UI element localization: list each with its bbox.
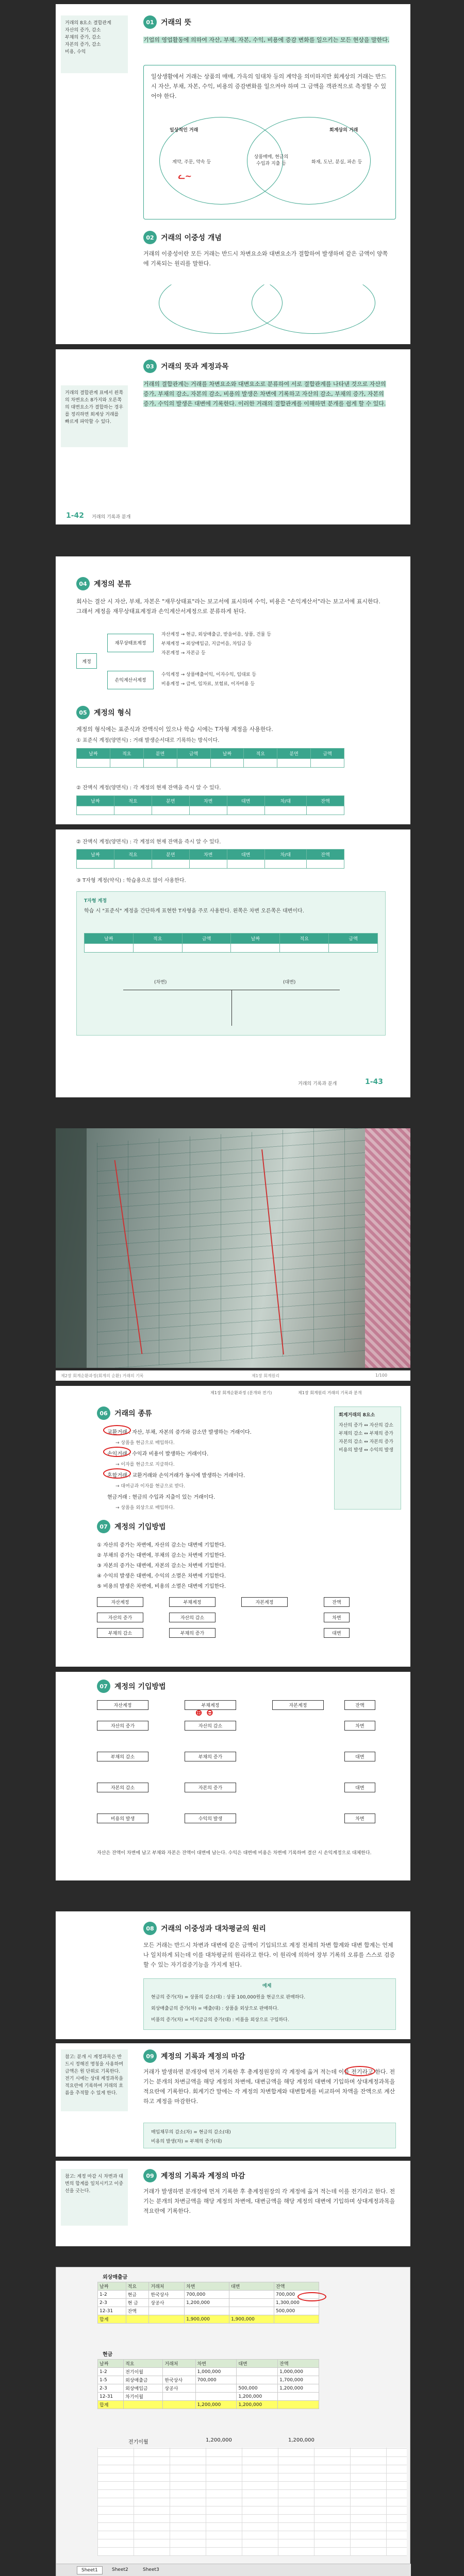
venn-mid-text: 상품매매, 현금의 수입과 지출 등: [254, 155, 289, 166]
cell[interactable]: 외상매출금: [124, 2376, 163, 2384]
section-number: 07: [97, 1680, 110, 1693]
page-divider: [56, 2039, 410, 2043]
section-heading: [143, 2049, 245, 2063]
ledger-table-2: [97, 2359, 319, 2409]
cell[interactable]: [126, 2315, 149, 2324]
bottom-left-value: 1,200,000: [206, 2437, 232, 2443]
flow-cell: 자본의 감소: [97, 1783, 148, 1792]
flow-cell: 수익의 발생: [185, 1814, 236, 1823]
side-box: [334, 1406, 401, 1510]
flow-diagram: [97, 1597, 365, 1659]
cell[interactable]: 1,000,000: [195, 2368, 237, 2376]
table-row: [98, 2393, 319, 2401]
flow-col-header: 잔액: [324, 1597, 350, 1607]
cell[interactable]: 대변: [229, 2282, 274, 2291]
box-text: 일상생활에서 거래는 상품의 매매, 가옥의 임대차 등의 계약을 의미하지만 회계상의 거래는 반드시 자산, 부채, 자본, 수익, 비용의 증감변화를 일으켜야 하며 그 금액을 객관적으로 측정할 수 있어야 한다.: [151, 73, 387, 99]
cell[interactable]: [274, 2315, 319, 2324]
page-3: [56, 1386, 410, 1880]
cell[interactable]: 적요: [126, 2282, 149, 2291]
t-account-table: [84, 933, 378, 953]
section-heading: [97, 1680, 166, 1693]
column-header: 날짜: [85, 934, 134, 944]
section-heading: [76, 706, 131, 719]
cell[interactable]: 차변: [185, 2282, 229, 2291]
page-divider: [56, 344, 410, 349]
section-title: 거래의 이중성과 대차평균의 원리: [161, 1925, 266, 1933]
column-header: 날짜: [77, 850, 114, 860]
cell[interactable]: 현금: [126, 2291, 149, 2299]
sheet-title: 외상매출금: [103, 2275, 128, 2280]
column-header: 금액: [311, 749, 344, 759]
rule-item: ② 부채의 증가는 대변에, 부채의 감소는 차변에 기입한다.: [97, 1553, 226, 1558]
section-title: 거래의 이중성 개념: [161, 234, 222, 242]
section-number: 06: [97, 1406, 110, 1420]
flow-cell: 비용의 발생: [97, 1814, 148, 1823]
cell[interactable]: 1,900,000: [185, 2315, 229, 2324]
column-header: 차/대: [264, 796, 306, 806]
sidebar-note: 거래의 결합관계 표에서 왼쪽의 차변요소 8가지와 오른쪽의 대변요소가 결합하는 경우를 정리하면 회계상 거래를 빠르게 파악할 수 있다.: [61, 385, 128, 447]
page-divider: [56, 2157, 410, 2161]
cell[interactable]: 700,000: [185, 2291, 229, 2299]
column-header: 분면: [152, 850, 189, 860]
page-label: 거래의 기록과 분개: [92, 515, 131, 520]
section-heading: [97, 1406, 152, 1420]
cell[interactable]: 2-3: [98, 2299, 126, 2307]
flow-cell: 부채의 증가: [169, 1628, 216, 1638]
class-box: 손익계산서계정: [107, 671, 154, 689]
list-item: 혼합거래 : 교환거래와 손익거래가 동시에 발생하는 거래이다.: [107, 1473, 245, 1479]
cell[interactable]: [195, 2393, 237, 2401]
cell[interactable]: [278, 2401, 319, 2409]
section-title: 거래의 종류: [114, 1410, 152, 1418]
box-line: 현금의 증가(차) = 상품의 감소(대) : 상품 100,000원을 현금으로 판매하다.: [151, 1995, 306, 2000]
cell[interactable]: [229, 2307, 274, 2315]
sheet-tab[interactable]: Sheet2: [112, 2567, 128, 2572]
section-number: 01: [143, 15, 157, 29]
example-box: [143, 1978, 396, 2030]
cell[interactable]: 1-2: [98, 2291, 126, 2299]
section-title: 계정의 기록과 계정의 마감: [161, 2172, 245, 2180]
cell[interactable]: 차변: [195, 2360, 237, 2368]
bottom-label: 전기이월: [128, 2439, 148, 2445]
venn-left-title: 일상적인 거래: [170, 128, 198, 133]
sidebar-note: 거래의 8요소 결합관계 자산의 증가, 감소 부채의 증가, 감소 자본의 증가, 감소 비용, 수익: [61, 15, 128, 73]
column-header: 분면: [277, 749, 311, 759]
sidebar-note: 참고: 분개 시 계정과목은 반드시 정해진 명칭을 사용하며 금액은 원 단위로 기록한다. 전기 시에는 상대 계정과목을 적요란에 기록하여 거래의 흐름을 추적할 수 있게 한다.: [61, 2049, 128, 2111]
rule-item: ④ 수익의 발생은 대변에, 수익의 소멸은 차변에 기입한다.: [97, 1573, 226, 1579]
box-text: 학습 시 "표준식" 계정을 간단하게 표현한 T자형을 주로 사용한다. 왼쪽은 차변 오른쪽은 대변이다.: [84, 908, 304, 914]
box-line: 비품의 증가(차) = 미지급금의 증가(대) : 비품을 외상으로 구입하다.: [151, 2018, 289, 2023]
column-header: 적요: [244, 749, 277, 759]
column-header: 적요: [110, 749, 143, 759]
page-number: 1-42: [66, 512, 85, 520]
standard-ledger-table: [76, 748, 344, 768]
flow-cell: 차변: [344, 1814, 375, 1823]
class-root: 계정: [76, 653, 97, 669]
column-header: 날짜: [231, 934, 280, 944]
balance-ledger-table: [76, 849, 344, 869]
column-header: 날짜: [210, 749, 244, 759]
class-item: 수익계정 → 상품매출이익, 이자수익, 임대료 등: [161, 672, 257, 677]
sheet-tab[interactable]: Sheet1: [77, 2566, 103, 2574]
cell[interactable]: [124, 2401, 163, 2409]
header-row: [98, 2282, 319, 2291]
section-heading: [76, 577, 131, 590]
section-title: 계정의 형식: [94, 709, 131, 717]
section-number: 07: [97, 1520, 110, 1533]
cell[interactable]: 전기이월: [124, 2368, 163, 2376]
flow-col-header: 자본계정: [241, 1597, 288, 1607]
list-subitem: → 상품을 외상으로 매입하다.: [115, 1505, 175, 1511]
cell[interactable]: 상공사: [149, 2299, 185, 2307]
list-item: 현금거래 : 현금의 수입과 지출이 있는 거래이다.: [107, 1495, 216, 1500]
cell[interactable]: 1-5: [98, 2376, 124, 2384]
cell[interactable]: 1,000,000: [278, 2368, 319, 2376]
cell[interactable]: [229, 2299, 274, 2307]
cell[interactable]: 700,000: [195, 2376, 237, 2384]
table-row: [98, 2291, 319, 2299]
flow-col-header: 부채계정: [169, 1597, 216, 1607]
cell[interactable]: 합계: [98, 2315, 126, 2324]
section-heading: [143, 2169, 245, 2182]
cell[interactable]: [278, 2393, 319, 2401]
section-body: 거래의 결합관계는 거래를 차변요소와 대변요소로 분류하여 서로 결합관계를 나타낸 것으로 자산의 증가, 부채의 감소, 자본의 감소, 비용의 발생은 차변에 기록하고 자산의 감소, 부채의 증가, 자본의 증가, 수익의 발생은 대변에 기록한다. 이러한 거래의 결합관계를 이해하면 분개를 쉽게 할 수 있다.: [143, 381, 386, 407]
column-header: 날짜: [77, 796, 114, 806]
column-header: 금액: [329, 934, 378, 944]
example-box: [143, 2123, 396, 2148]
flow-cell: 대변: [344, 1752, 375, 1761]
section-title: 계정의 기입방법: [114, 1683, 166, 1691]
section-body: 거래가 발생하면 분개장에 먼저 기록한 후 총계정원장의 각 계정에 옮겨 적는데 이를 전기라고 한다. 전기는 분개의 차변금액을 해당 계정의 차변에, 대변금액을 해당 계정의 대변에 기입하며 상대계정과목을 적요란에 기록한다. 회계기간 말에는 각 계정의 차변합계와 대변합계를 비교하여 차액을 잔액으로 계산하고 계정을 마감한다.: [143, 2069, 395, 2105]
table-row: [98, 2307, 319, 2315]
grid-bg: [97, 2448, 407, 2556]
table-row: [98, 2368, 319, 2376]
flow-col-header: 자산계정: [97, 1597, 143, 1607]
class-item: 자본계정 → 자본금 등: [161, 651, 206, 656]
flow-cell: 대변: [344, 1783, 375, 1792]
cell[interactable]: 500,000: [274, 2307, 319, 2315]
cell[interactable]: [163, 2401, 195, 2409]
section-title: 계정의 기입방법: [114, 1523, 166, 1531]
column-header: 잔액: [307, 796, 344, 806]
section-number: 03: [143, 360, 157, 373]
sheet-title: 현금: [103, 2352, 113, 2358]
section-heading: [143, 360, 228, 373]
t-right-label: (대변): [283, 980, 296, 985]
caption-right: 1/100: [375, 1373, 388, 1378]
section-title: 거래의 뜻: [161, 19, 191, 27]
section-body: 모든 거래는 반드시 차변과 대변에 같은 금액이 기입되므로 계정 전체의 차변 합계와 대변 합계는 언제나 일치하게 되는데 이를 대차평균의 원리라고 한다. 이 원리에 의하여 장부 기록의 오류를 스스로 검증할 수 있는 자기검증기능을 가지게 된다.: [143, 1942, 395, 1968]
red-circle: [344, 2066, 375, 2076]
section-heading: [143, 15, 191, 29]
column-header: 적요: [133, 934, 182, 944]
section-body: 회사는 결산 시 자산, 부채, 자본은 "재무상태표"라는 보고서에 표시하며 수익, 비용은 "손익계산서"라는 보고서에 표시한다. 그래서 계정을 재무상태표계정과 손익계산서계정으로 분류하게 된다.: [76, 598, 380, 615]
cell[interactable]: 1,200,000: [237, 2393, 278, 2401]
cell[interactable]: 잔액: [274, 2282, 319, 2291]
cell[interactable]: 1-2: [98, 2368, 124, 2376]
red-circle: [297, 2292, 326, 2301]
section-heading: [97, 1520, 166, 1533]
class-box: 재무상태표계정: [107, 634, 154, 652]
flow-cell: 자산의 감소: [185, 1721, 236, 1731]
section-number: 08: [143, 1922, 157, 1935]
cell[interactable]: 잔액: [278, 2360, 319, 2368]
section-heading: [143, 231, 222, 244]
section-note: 자산은 잔액이 차변에 남고 부채와 자본은 잔액이 대변에 남는다. 수익은 대변에 비용은 차변에 기록하며 결산 시 손익계정으로 대체한다.: [97, 1851, 372, 1856]
column-header: 적요: [114, 850, 152, 860]
page-divider: [56, 1667, 410, 1672]
list-subitem: → 대여금과 이자를 현금으로 받다.: [115, 1484, 185, 1489]
section-body: 거래가 발생하면 분개장에 먼저 기록한 후 총계정원장의 각 계정에 옮겨 적는데 이를 전기라고 한다. 전기는 분개의 차변금액을 해당 계정의 차변에, 대변금액을 해당 계정의 대변에 기입하며 상대계정과목을 적요란에 기록한다.: [143, 2188, 395, 2214]
column-header: 차/대: [264, 850, 306, 860]
flow-cell: 자산의 감소: [169, 1613, 216, 1622]
box-line: 매입채무의 감소(차) = 현금의 감소(대): [151, 2130, 231, 2135]
red-pen-mark: ⊕ ⊖: [195, 1707, 214, 1718]
cell[interactable]: 상공사: [163, 2384, 195, 2393]
cell[interactable]: 12-31: [98, 2393, 124, 2401]
list-subitem: → 이자를 현금으로 지급하다.: [115, 1462, 175, 1467]
total-row: [98, 2315, 319, 2324]
running-header: 제1장 회계원리 거래의 기록과 분개: [298, 1391, 362, 1395]
cell[interactable]: 잔액: [126, 2307, 149, 2315]
red-circle: [103, 1468, 131, 1479]
flow-cell: 부채의 감소: [97, 1628, 143, 1638]
column-header: 분면: [152, 796, 189, 806]
cell[interactable]: 1,200,000: [195, 2401, 237, 2409]
flow-col-header: 부채계정: [185, 1700, 236, 1710]
flow-cell: 부채의 감소: [97, 1752, 148, 1761]
sheet-tab[interactable]: Sheet3: [143, 2567, 159, 2572]
cell[interactable]: [163, 2393, 195, 2401]
page-divider: [56, 824, 410, 829]
rule-item: ① 자산의 증가는 차변에, 자산의 감소는 대변에 기입한다.: [97, 1543, 226, 1548]
t-account-box: [76, 891, 386, 1036]
cell[interactable]: 한국상사: [163, 2376, 195, 2384]
page-2: [56, 556, 410, 1097]
column-header: 적요: [114, 796, 152, 806]
red-circle: [103, 1425, 131, 1435]
cell[interactable]: 12-31: [98, 2307, 126, 2315]
column-header: 잔액: [307, 850, 344, 860]
cell[interactable]: [185, 2307, 229, 2315]
table-caption: ① 표준식 계정(양면식) : 거래 발생순서대로 기록하는 방식이다.: [76, 738, 220, 743]
column-header: 대변: [227, 850, 264, 860]
section-body: 계정의 형식에는 표준식과 잔액식이 있으나 학습 시에는 T자형 계정을 사용한다.: [76, 726, 273, 733]
cell[interactable]: [149, 2315, 185, 2324]
venn-left-text: 계약, 주문, 약속 등: [172, 160, 211, 165]
page-label: 거래의 기록과 분개: [298, 1081, 337, 1087]
page-4: [56, 1911, 410, 2246]
flow-cell: 대변: [324, 1628, 350, 1638]
flow-cell: 차변: [344, 1721, 375, 1731]
header-row: [98, 2360, 319, 2368]
cell[interactable]: 500,000: [237, 2384, 278, 2393]
photo-caption-strip: [56, 1370, 410, 1381]
column-header: 차변: [189, 796, 227, 806]
section-heading: [143, 1922, 266, 1935]
cell[interactable]: [229, 2291, 274, 2299]
table-caption: ③ T자형 계정(약식) : 학습용으로 많이 사용한다.: [76, 878, 186, 884]
cell[interactable]: 2-3: [98, 2384, 124, 2393]
cell[interactable]: 날짜: [98, 2360, 124, 2368]
section-number: 09: [143, 2049, 157, 2063]
list-item: 손익거래 : 수익과 비용이 발생하는 거래이다.: [107, 1451, 209, 1457]
caption-mid: 제1장 회계원리: [252, 1374, 280, 1378]
cell[interactable]: [195, 2384, 237, 2393]
cell[interactable]: 적요: [124, 2360, 163, 2368]
box-line: 외상매출금의 증가(차) = 매출(대) : 상품을 외상으로 판매하다.: [151, 2006, 279, 2011]
flow-cell: 부채의 증가: [185, 1752, 236, 1761]
sidebar-note: 참고: 계정 마감 시 차변과 대변의 합계를 일치시키고 이중선을 긋는다.: [61, 2169, 128, 2226]
section-number: 04: [76, 577, 90, 590]
cell[interactable]: 1,200,000: [185, 2299, 229, 2307]
box-line: 비용의 발생(차) = 부채의 증가(대): [151, 2139, 222, 2144]
total-row: [98, 2401, 319, 2409]
caption-left: 제2장 회계순환과정(회계의 순환) 거래의 기록: [61, 1374, 144, 1378]
balance-ledger-table: [76, 795, 344, 815]
red-pen-mark: ᓚ~: [178, 171, 192, 181]
cell[interactable]: 현 금: [126, 2299, 149, 2307]
section-body: 거래의 이중성이란 모든 거래는 반드시 차변요소와 대변요소가 결합하여 발생하며 같은 금액이 양쪽에 기록되는 원리를 말한다.: [143, 250, 388, 267]
column-header: 금액: [177, 749, 210, 759]
example-box: [143, 65, 396, 219]
cell[interactable]: 700,000: [274, 2291, 319, 2299]
flow-diagram-large: [97, 1700, 386, 1844]
cell[interactable]: 외상매입금: [124, 2384, 163, 2393]
class-item: 부채계정 → 외상매입금, 지급어음, 차입금 등: [161, 641, 252, 647]
column-header: 금액: [182, 934, 231, 944]
cell[interactable]: 1,200,000: [237, 2401, 278, 2409]
ledger-table-1: [97, 2282, 319, 2324]
photo-of-notebook: [56, 1128, 410, 1368]
t-account-mid-line: [231, 990, 232, 1026]
table-row: [98, 2384, 319, 2393]
transaction-type-list: [107, 1427, 324, 1514]
column-header: 차변: [189, 850, 227, 860]
cell[interactable]: 날짜: [98, 2282, 126, 2291]
table-row: [98, 2376, 319, 2384]
cell[interactable]: 합계: [98, 2401, 124, 2409]
cell[interactable]: 차기이월: [124, 2393, 163, 2401]
box-title: 예제: [262, 1984, 272, 1989]
table-caption: ② 잔액식 계정(양면식) : 각 계정의 현재 잔액을 즉시 알 수 있다.: [76, 785, 221, 791]
cell[interactable]: 거래처: [163, 2360, 195, 2368]
rule-item: ③ 자본의 증가는 대변에, 자본의 감소는 차변에 기입한다.: [97, 1563, 226, 1569]
cell[interactable]: 대변: [237, 2360, 278, 2368]
flow-col-header: 자본계정: [272, 1700, 324, 1710]
flow-col-header: 잔액: [344, 1700, 375, 1710]
page-1: [56, 4, 410, 524]
flow-cell: 자본의 증가: [185, 1783, 236, 1792]
cell[interactable]: [237, 2376, 278, 2384]
column-header: 날짜: [77, 749, 110, 759]
red-circle: [103, 1447, 131, 1457]
section-body: 기업의 영업활동에 의하여 자산, 부채, 자본, 수익, 비용에 증감 변화를 일으키는 모든 현상을 말한다.: [143, 37, 390, 43]
cell[interactable]: 거래처: [149, 2282, 185, 2291]
table-row: [98, 2299, 319, 2307]
running-header: 제1장 회계순환과정 (분개와 전기): [210, 1391, 272, 1395]
flow-cell: 자산의 증가: [97, 1721, 148, 1731]
venn-right-text: 화재, 도난, 분실, 파손 등: [311, 160, 362, 165]
class-item: 비용계정 → 급여, 임차료, 보험료, 이자비용 등: [161, 682, 255, 687]
section-title: 거래의 뜻과 계정과목: [161, 363, 229, 371]
list-subitem: → 상품을 현금으로 매입하다.: [115, 1440, 175, 1446]
side-title: 회계거래의 8요소: [339, 1413, 375, 1418]
cell[interactable]: 1,300,000: [274, 2299, 319, 2307]
table-caption: ② 잔액식 계정(양면식) : 각 계정의 현재 잔액을 즉시 알 수 있다.: [76, 839, 221, 845]
cell[interactable]: 한국상사: [149, 2291, 185, 2299]
column-header: 적요: [280, 934, 329, 944]
cell[interactable]: [163, 2368, 195, 2376]
dark-edge: [56, 1128, 87, 1368]
cell[interactable]: [237, 2368, 278, 2376]
section-title: 계정의 기록과 계정의 마감: [161, 2053, 245, 2061]
flow-cell: 자산의 증가: [97, 1613, 143, 1622]
venn-right-title: 회계상의 거래: [329, 128, 358, 133]
list-item: 교환거래 : 자산, 부채, 자본의 증가와 감소만 발생하는 거래이다.: [107, 1430, 252, 1435]
cell[interactable]: [149, 2307, 185, 2315]
section-number: 09: [143, 2169, 157, 2182]
section-number: 05: [76, 706, 90, 719]
venn-partial: [252, 272, 375, 334]
section-title: 계정의 분류: [94, 580, 131, 588]
entry-rules-list: [97, 1540, 324, 1592]
cell[interactable]: 1,900,000: [229, 2315, 274, 2324]
page-number: 1-43: [365, 1078, 384, 1086]
pink-edge: [365, 1128, 410, 1368]
side-text: 자산의 증가 ↔ 자산의 감소 부채의 감소 ↔ 부채의 증가 자본의 감소 ↔ 자본의 증가 비용의 발생 ↔ 수익의 발생: [339, 1423, 393, 1453]
flow-col-header: 자산계정: [97, 1700, 148, 1710]
bottom-right-value: 1,200,000: [288, 2437, 314, 2443]
t-left-label: (차변): [154, 980, 167, 985]
section-number: 02: [143, 231, 157, 244]
column-header: 대변: [227, 796, 264, 806]
cell[interactable]: 1,200,000: [278, 2384, 319, 2393]
cell[interactable]: 1,700,000: [278, 2376, 319, 2384]
rule-item: ⑤ 비용의 발생은 차변에, 비용의 소멸은 대변에 기입한다.: [97, 1584, 226, 1589]
box-title: T자형 계정: [84, 899, 107, 904]
sheet-tab-bar: [56, 2564, 411, 2576]
column-header: 분면: [143, 749, 177, 759]
spreadsheet-window: [56, 2267, 410, 2576]
flow-cell: 차변: [324, 1613, 350, 1622]
paper-grid: [97, 1128, 365, 1368]
class-item: 자산계정 → 현금, 외상매출금, 받을어음, 상품, 건물 등: [161, 632, 271, 637]
